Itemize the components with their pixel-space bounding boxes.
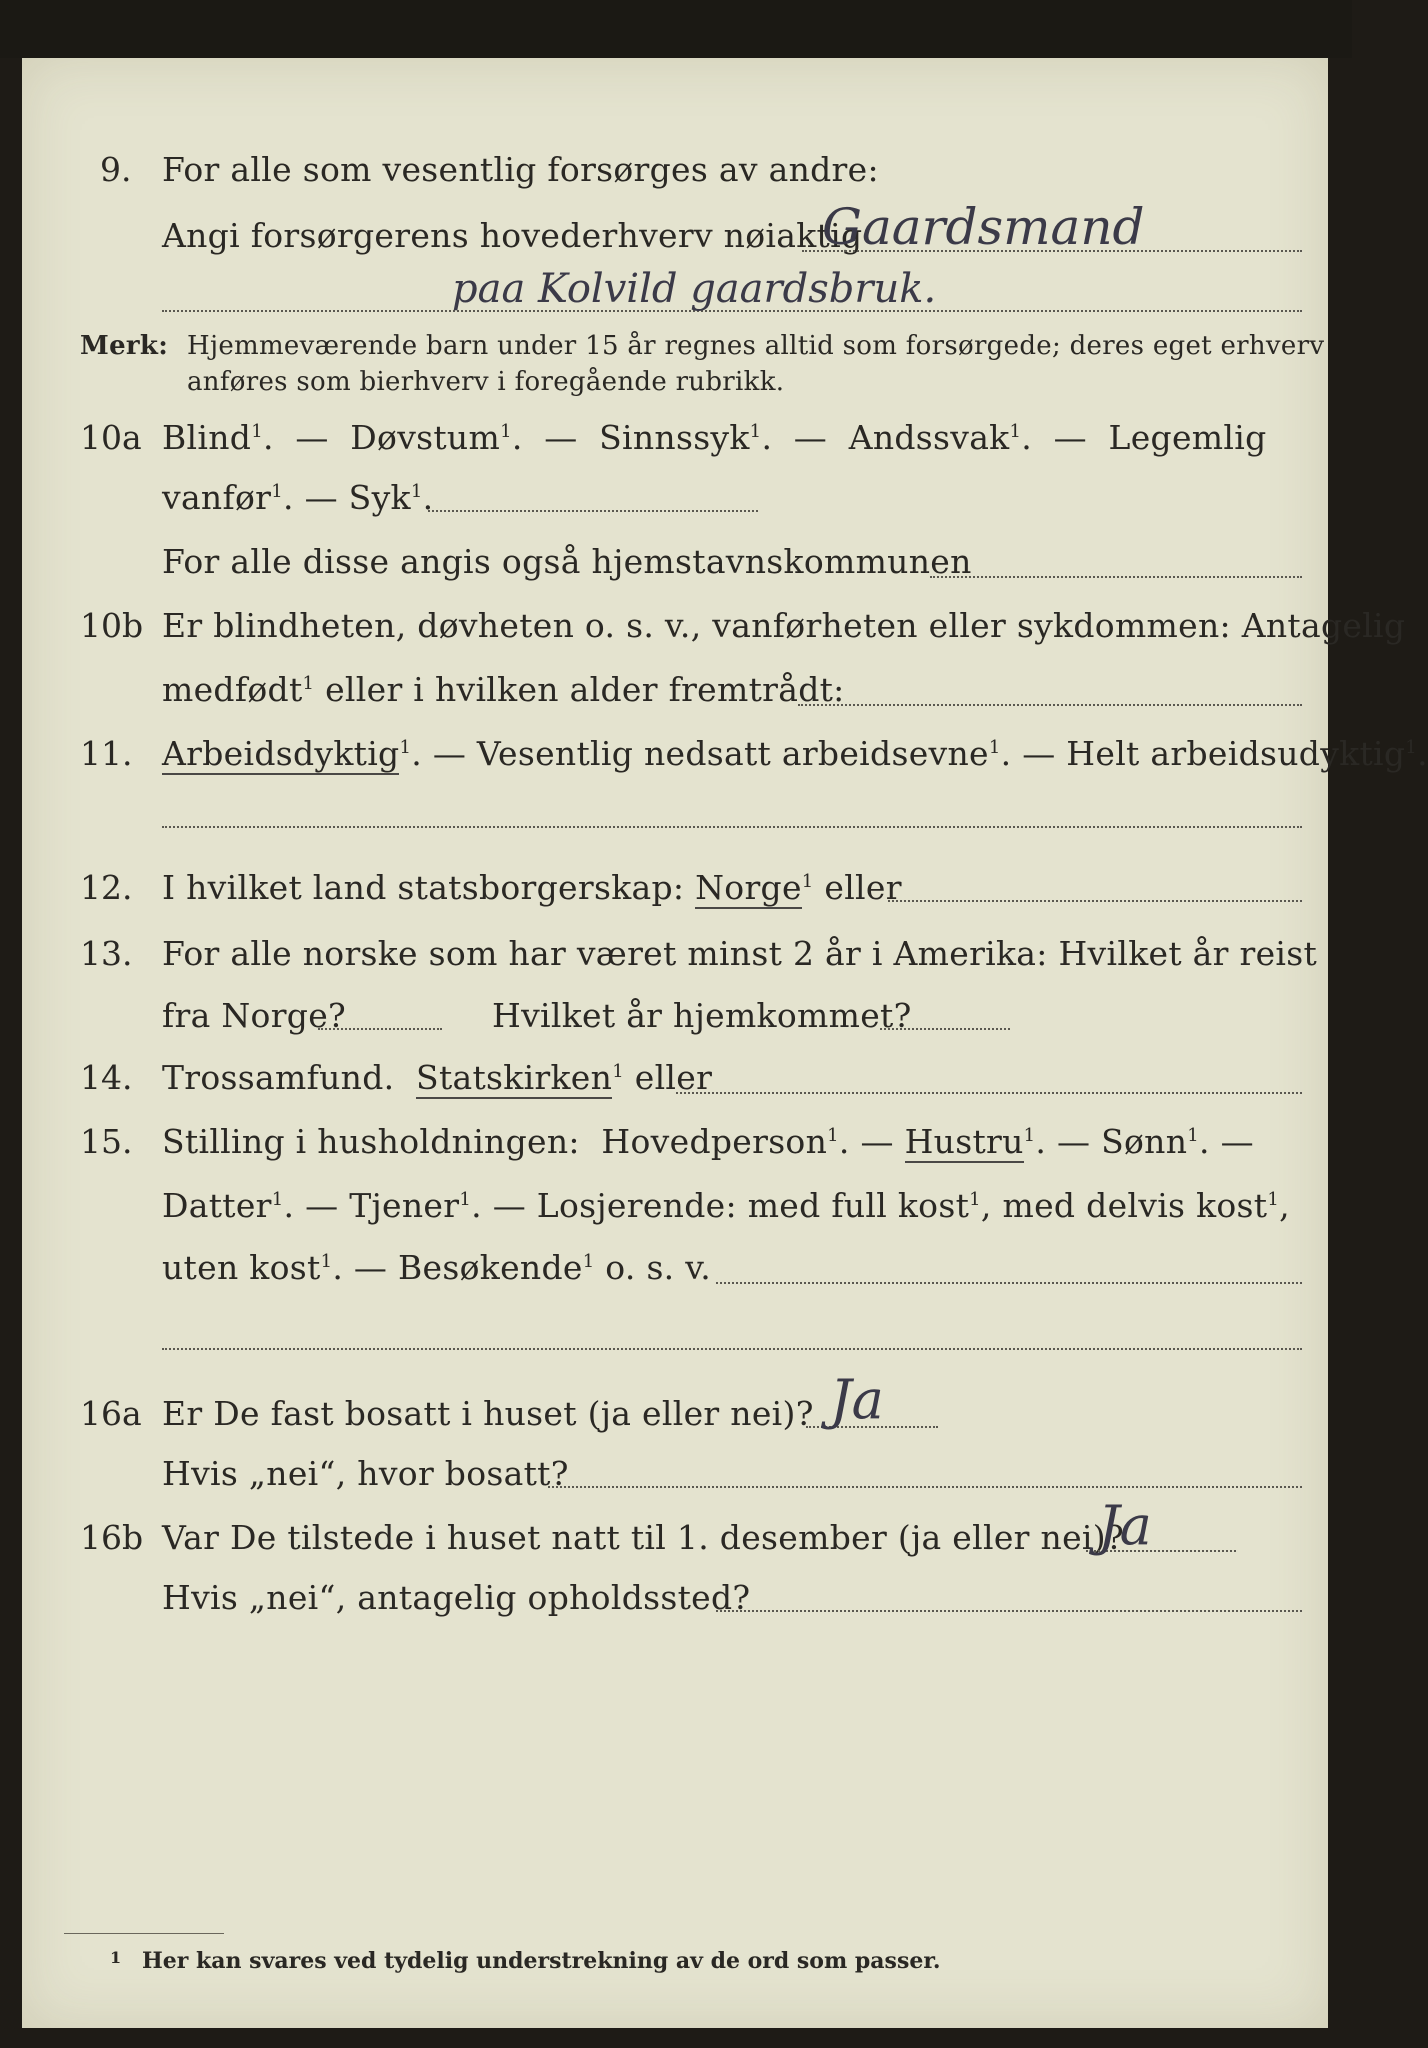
q11-number: 11. xyxy=(80,734,133,773)
q14-statskirken: Statskirken xyxy=(416,1058,613,1097)
q15-sup: 1 xyxy=(459,1189,472,1210)
q16a-bosatt-line xyxy=(548,1486,1302,1488)
q14-number: 14. xyxy=(80,1058,133,1097)
q16b-sted-line xyxy=(716,1610,1302,1612)
q10b-medfodt: medfødt xyxy=(162,670,303,709)
q10a-line1: Blind$^1$. — Døvstum$^1$. — Sinnssyk$^1$. — Andssvak$^1$. — Legemlig xyxy=(162,418,1267,457)
q15-sup: 1 xyxy=(1023,1125,1036,1146)
q9-handwritten-answer-1: Gaardsmand xyxy=(822,198,1145,256)
q11-sup: 1 xyxy=(1405,737,1418,758)
q10b-answer-line xyxy=(798,704,1302,706)
q16b-number: 16b xyxy=(80,1518,144,1557)
q13-reist-line xyxy=(318,1028,442,1030)
q15-line2: Datter$^1$. — Tjener$^1$. — Losjerende: med full kost$^1$, med delvis kost$^1$, xyxy=(162,1186,1290,1225)
q12-number: 12. xyxy=(80,868,133,907)
q15-stilling: Stilling i husholdningen: xyxy=(162,1122,580,1161)
q14-eller: eller xyxy=(634,1058,713,1097)
q11-udyktig: Helt arbeidsudyktig xyxy=(1066,734,1406,773)
q16a-number: 16a xyxy=(80,1394,142,1433)
q14-sup: 1 xyxy=(612,1061,624,1082)
q9-handwritten-answer-2: paa Kolvild gaardsbruk. xyxy=(452,266,937,312)
q16b-line1: Var De tilstede i huset natt til 1. desember (ja eller nei)? xyxy=(162,1518,1124,1557)
q15-besokende: Besøkende xyxy=(398,1248,583,1287)
q10a-andssvak: Andssvak xyxy=(848,418,1010,457)
merk-label: Merk: xyxy=(80,331,169,361)
q15-sup: 1 xyxy=(969,1189,981,1210)
q10a-sup: 1 xyxy=(500,421,512,442)
scan-border xyxy=(0,0,1352,58)
q10a-sup: 1 xyxy=(410,481,423,502)
q11-line1: Arbeidsdyktig$^1$. — Vesentlig nedsatt arbeidsevne$^1$. — Helt arbeidsudyktig$^1$. xyxy=(162,734,1428,773)
q15-sup: 1 xyxy=(827,1125,839,1146)
q14-line1 xyxy=(162,1058,712,1098)
q15-sup: 1 xyxy=(1267,1189,1280,1210)
q15-sup: 1 xyxy=(1187,1125,1200,1146)
merk-line2: anføres som bierhverv i foregående rubrikk. xyxy=(187,367,785,397)
q15-hovedperson: Hovedperson xyxy=(601,1122,828,1161)
q16a-line2: Hvis „nei“, hvor bosatt? xyxy=(162,1454,569,1493)
q13-line2a: fra Norge? xyxy=(162,996,347,1035)
q11-answer-line xyxy=(162,826,1302,828)
q12-text: I hvilket land statsborgerskap: xyxy=(162,868,685,907)
q10a-sup: 1 xyxy=(1009,421,1022,442)
q16a-handwritten-answer: Ja xyxy=(830,1368,884,1431)
q11-nedsatt: Vesentlig nedsatt arbeidsevne xyxy=(476,734,989,773)
q10a-vanfor: vanfør xyxy=(162,478,272,517)
q10a-sup: 1 xyxy=(271,481,283,502)
q10a-legemlig: Legemlig xyxy=(1108,418,1267,457)
q13-line1: For alle norske som har været minst 2 år i Amerika: Hvilket år reist xyxy=(162,934,1318,973)
q15-full-kost: med full kost xyxy=(747,1186,970,1225)
q14-text: Trossamfund. xyxy=(162,1058,395,1097)
q10a-sup: 1 xyxy=(749,421,762,442)
q15-uten-kost: uten kost xyxy=(162,1248,321,1287)
q10b-number: 10b xyxy=(80,606,144,645)
q13-hjem-line xyxy=(880,1028,1010,1030)
q15-sup: 1 xyxy=(271,1189,284,1210)
footnote-text: Her kan svares ved tydelig understrekning av de ord som passer. xyxy=(142,1948,941,1974)
q16b-line2: Hvis „nei“, antagelig opholdssted? xyxy=(162,1578,751,1617)
q10a-line3: For alle disse angis også hjemstavnskommunen xyxy=(162,542,972,581)
q10a-number: 10a xyxy=(80,418,142,457)
census-form-page xyxy=(22,58,1428,2028)
q15-losjerende: Losjerende: xyxy=(536,1186,737,1225)
q15-sup: 1 xyxy=(320,1251,333,1272)
q9-number: 9. xyxy=(100,150,132,189)
q16b-handwritten-answer: Ja xyxy=(1098,1494,1152,1557)
merk-line1: Hjemmeværende barn under 15 år regnes alltid som forsørgede; deres eget erhverv xyxy=(187,331,1325,361)
q10a-line2: vanfør$^1$. — Syk$^1$. xyxy=(162,478,434,517)
footnote-mark: 1 xyxy=(110,1948,122,1967)
q10a-dovstum: Døvstum xyxy=(350,418,501,457)
q15-datter: Datter xyxy=(162,1186,272,1225)
q12-norge: Norge xyxy=(695,868,802,907)
q12-sup: 1 xyxy=(801,871,814,892)
q15-line1: Stilling i husholdningen: Hovedperson$^1$. — Hustru$^1$. — Sønn$^1$. — xyxy=(162,1122,1254,1161)
q15-tjener: Tjener xyxy=(349,1186,460,1225)
q11-sup: 1 xyxy=(988,737,1001,758)
q9-line1: For alle som vesentlig forsørges av andre: xyxy=(162,150,879,189)
q15-sonn: Sønn xyxy=(1101,1122,1188,1161)
q15-osv: o. s. v. xyxy=(605,1248,712,1287)
q10a-sup: 1 xyxy=(251,421,264,442)
q12-answer-line xyxy=(888,900,1302,902)
q15-delvis-kost: med delvis kost xyxy=(1002,1186,1268,1225)
q15-line3: uten kost$^1$. — Besøkende$^1$ o. s. v. xyxy=(162,1248,712,1287)
q15-answer-line-2 xyxy=(162,1348,1302,1350)
q10a-kommune-line xyxy=(930,576,1302,578)
q10a-sinnssyk: Sinnssyk xyxy=(599,418,750,457)
q11-sup: 1 xyxy=(399,737,412,758)
q10a-syk: Syk xyxy=(348,478,411,517)
q10b-sup: 1 xyxy=(302,673,315,694)
q15-answer-line-1 xyxy=(716,1282,1302,1284)
q10a-syk-line xyxy=(428,510,758,512)
q10a-blind: Blind xyxy=(162,418,252,457)
q15-number: 15. xyxy=(80,1122,133,1161)
q10b-line1: Er blindheten, døvheten o. s. v., vanførheten eller sykdommen: Antagelig xyxy=(162,606,1406,645)
q10b-line2-rest: eller i hvilken alder fremtrådt: xyxy=(325,670,845,709)
q11-arbeidsdyktig: Arbeidsdyktig xyxy=(162,734,400,773)
q13-number: 13. xyxy=(80,934,133,973)
q15-sup: 1 xyxy=(582,1251,595,1272)
footnote-rule xyxy=(64,1933,224,1934)
q16a-line1: Er De fast bosatt i huset (ja eller nei)? xyxy=(162,1394,814,1433)
q10b-line2 xyxy=(162,670,845,710)
q15-hustru: Hustru xyxy=(904,1122,1024,1161)
q12-line1 xyxy=(162,868,902,908)
q9-line2: Angi forsørgerens hovederhverv nøiaktig xyxy=(162,216,863,255)
q13-line2b: Hvilket år hjemkommet? xyxy=(492,996,912,1035)
q14-answer-line xyxy=(676,1092,1302,1094)
q12-eller: eller xyxy=(824,868,902,907)
